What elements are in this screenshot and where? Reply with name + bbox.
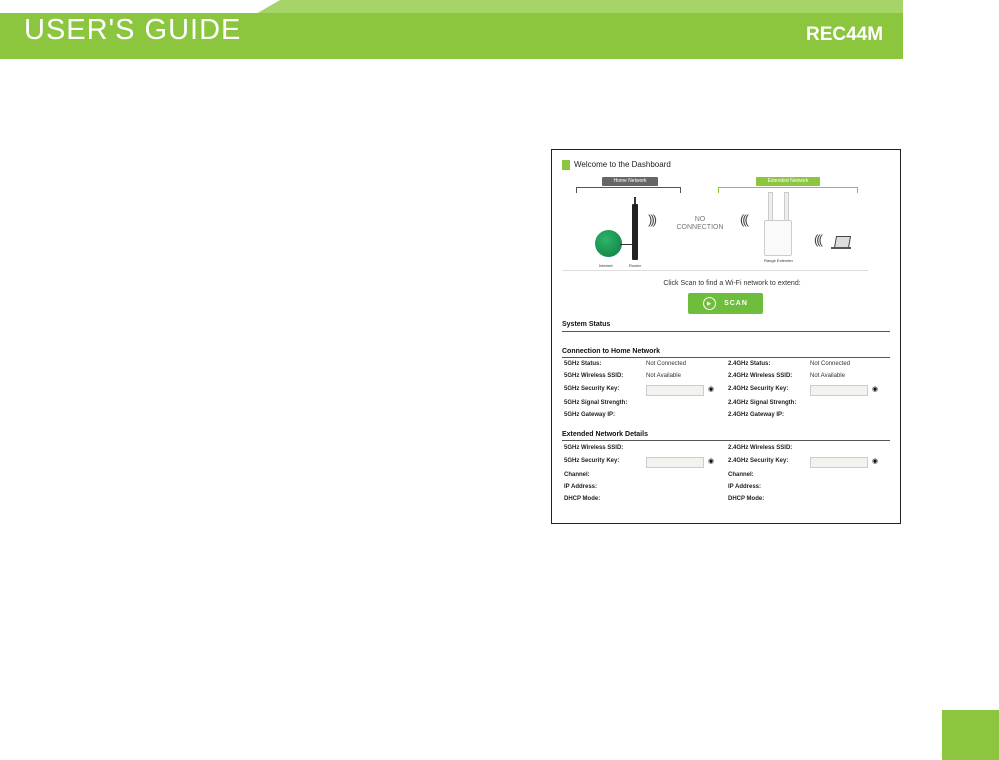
connection-rule <box>562 357 890 358</box>
home-network-label: Home Network <box>602 177 658 186</box>
ext-24ghz-ip-label: IP Address: <box>728 484 762 490</box>
ext-5ghz-key-label: 5GHz Security Key: <box>564 458 620 464</box>
home-5ghz-key-label: 5GHz Security Key: <box>564 386 620 392</box>
guide-title: USER'S GUIDE <box>24 14 242 46</box>
dashboard-title: Welcome to the Dashboard <box>574 160 671 169</box>
home-24ghz-key-label: 2.4GHz Security Key: <box>728 386 789 392</box>
range-extender-label: Range Extender <box>764 258 793 263</box>
ext-24ghz-key-label: 2.4GHz Security Key: <box>728 458 789 464</box>
system-status-heading: System Status <box>562 321 611 328</box>
page-corner-tab <box>942 710 999 760</box>
home-24ghz-ssid-value: Not Available <box>810 373 845 379</box>
show-password-icon[interactable]: ◉ <box>872 458 879 465</box>
range-extender-icon <box>764 220 792 256</box>
home-5ghz-status-value: Not Connected <box>646 361 687 367</box>
home-5ghz-signal-label: 5GHz Signal Strength: <box>564 400 628 406</box>
router-icon <box>632 204 638 260</box>
extender-wifi-signal-icon: ((( <box>740 212 747 227</box>
home-5ghz-key-field[interactable] <box>646 385 704 396</box>
scan-prompt: Click Scan to find a Wi-Fi network to extend: <box>663 280 801 287</box>
show-password-icon[interactable]: ◉ <box>708 458 715 465</box>
ext-5ghz-dhcp-label: DHCP Mode: <box>564 496 601 502</box>
internet-label: Internet <box>599 263 613 268</box>
extended-network-label: Extended Network <box>756 177 820 186</box>
extended-heading: Extended Network Details <box>562 431 648 438</box>
home-24ghz-status-label: 2.4GHz Status: <box>728 361 771 367</box>
home-24ghz-status-value: Not Connected <box>810 361 851 367</box>
connection-heading: Connection to Home Network <box>562 348 661 355</box>
no-connection-line1: NO <box>694 216 706 223</box>
title-marker-icon <box>562 160 570 170</box>
system-status-rule <box>562 331 890 332</box>
diagram-divider <box>562 270 868 271</box>
model-number: REC44M <box>806 24 884 45</box>
ext-5ghz-key-field[interactable] <box>646 457 704 468</box>
laptop-wifi-signal-icon: ((( <box>814 232 821 247</box>
show-password-icon[interactable]: ◉ <box>708 386 715 393</box>
router-label: Router <box>629 263 642 268</box>
home-5ghz-status-label: 5GHz Status: <box>564 361 602 367</box>
ext-5ghz-channel-label: Channel: <box>564 472 590 478</box>
ext-5ghz-ssid-label: 5GHz Wireless SSID: <box>564 445 624 451</box>
ext-24ghz-dhcp-label: DHCP Mode: <box>728 496 765 502</box>
dashboard-screenshot <box>551 149 901 524</box>
ext-5ghz-ip-label: IP Address: <box>564 484 598 490</box>
home-network-bracket <box>576 187 681 193</box>
internet-globe-icon <box>595 230 622 257</box>
ext-24ghz-ssid-label: 2.4GHz Wireless SSID: <box>728 445 793 451</box>
home-5ghz-gateway-label: 5GHz Gateway IP: <box>564 412 616 418</box>
extended-rule <box>562 440 890 441</box>
header-banner-notch <box>0 0 280 13</box>
ext-24ghz-key-field[interactable] <box>810 457 868 468</box>
ext-24ghz-channel-label: Channel: <box>728 472 754 478</box>
home-5ghz-ssid-label: 5GHz Wireless SSID: <box>564 373 624 379</box>
router-wifi-signal-icon: ))) <box>648 212 655 227</box>
laptop-base <box>831 247 851 249</box>
show-password-icon[interactable]: ◉ <box>872 386 879 393</box>
home-24ghz-gateway-label: 2.4GHz Gateway IP: <box>728 412 785 418</box>
home-24ghz-ssid-label: 2.4GHz Wireless SSID: <box>728 373 793 379</box>
scan-button[interactable] <box>688 293 763 314</box>
no-connection-line2: CONNECTION <box>676 224 724 231</box>
home-5ghz-ssid-value: Not Available <box>646 373 681 379</box>
play-icon: ▶ <box>703 297 716 310</box>
home-24ghz-signal-label: 2.4GHz Signal Strength: <box>728 400 797 406</box>
scan-button-label: SCAN <box>724 300 748 307</box>
home-24ghz-key-field[interactable] <box>810 385 868 396</box>
no-connection-indicator <box>670 216 730 232</box>
